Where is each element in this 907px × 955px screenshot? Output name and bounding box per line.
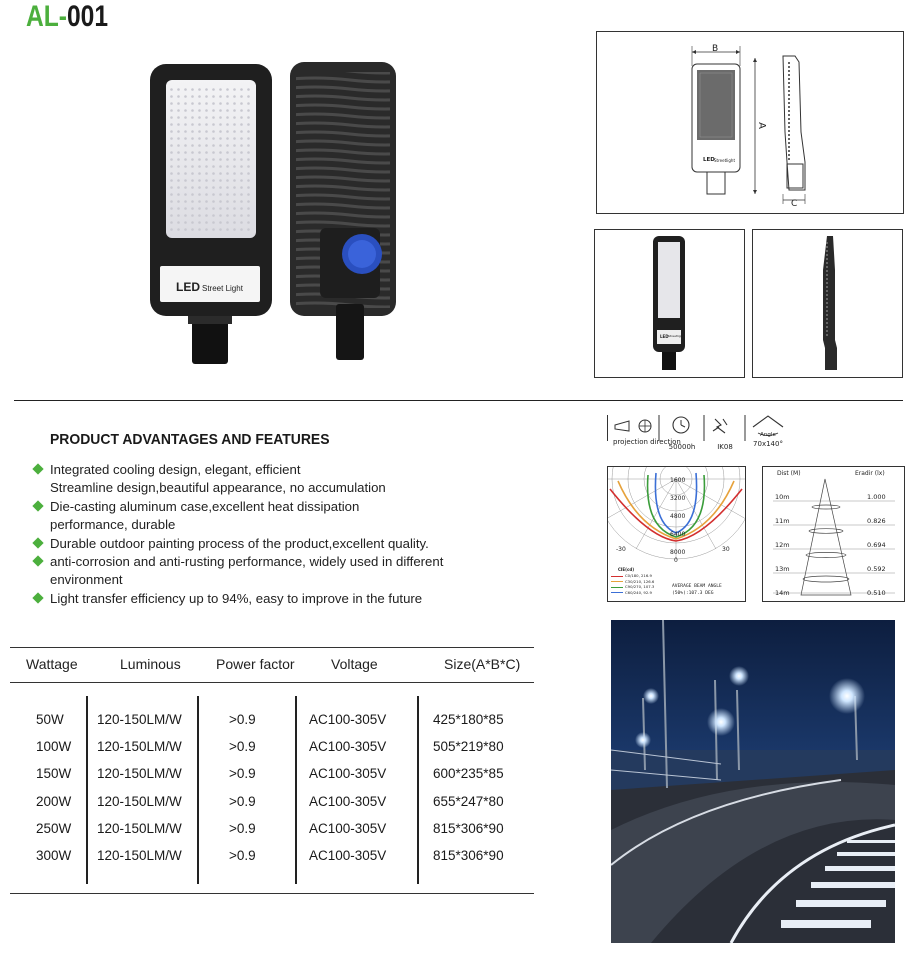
legend-swatch <box>611 587 623 588</box>
table-cell: 120-150LM/W <box>97 820 182 836</box>
thumbnail-side-view <box>752 229 903 378</box>
table-cell: >0.9 <box>229 712 256 727</box>
table-cell: 300W <box>36 848 72 863</box>
table-cell: 600*235*85 <box>433 766 504 782</box>
angle-caption: Angle <box>760 432 776 438</box>
legend-label: C30/210, 126.6 <box>625 578 655 584</box>
dim-badge-led: LED <box>703 157 715 163</box>
polar-legend-item <box>611 579 654 584</box>
table-cell: >0.9 <box>229 793 256 809</box>
light-distribution-polar-chart <box>607 466 746 602</box>
table-bottom-rule <box>10 893 534 894</box>
table-cell: 200W <box>36 793 72 809</box>
front-lamp-view <box>150 64 272 364</box>
table-cell: 120-150LM/W <box>97 739 182 755</box>
table-cell: 505*219*80 <box>433 739 504 755</box>
table-top-rule <box>10 647 534 648</box>
table-cell: AC100-305V <box>309 793 387 809</box>
impact-rating-icon <box>713 419 727 433</box>
feature-item: anti-corrosion and anti-rusting performance, widely used in different environment <box>32 553 472 590</box>
table-cell: 815*306*90 <box>433 848 504 863</box>
col-header-size: Size(A*B*C) <box>444 656 521 672</box>
polar-legend-item <box>611 573 652 578</box>
thumb-badge-text: Streetlight <box>668 334 684 338</box>
beam-dist: 13m <box>775 565 790 573</box>
col-header-power-factor: Power factor <box>216 656 295 672</box>
table-header-rule <box>10 682 534 683</box>
street-night-photo <box>611 620 895 943</box>
col-divider <box>417 696 419 884</box>
ring-label: 4800 <box>670 513 686 520</box>
table-cell: >0.9 <box>229 820 256 836</box>
angle-label-center: 0 <box>674 557 678 564</box>
legend-swatch <box>611 592 623 593</box>
projection-caption: projection direction <box>613 438 681 446</box>
legend-label: C0/180, 216.9 <box>625 573 652 578</box>
beam-lux: 0.510 <box>867 589 886 597</box>
feature-item: Durable outdoor painting process of the product,excellent quality. <box>32 535 472 553</box>
beam-dist: 14m <box>775 589 790 597</box>
legend-label: C90/270, 107.3 <box>625 584 655 589</box>
diamond-bullet-icon <box>32 555 43 566</box>
polar-legend-item <box>611 590 652 595</box>
dim-label-a: A <box>755 122 767 129</box>
section-divider <box>14 400 903 401</box>
hero-badge-text: Street Light <box>202 284 243 293</box>
feature-icons-row <box>607 413 792 457</box>
legend-swatch <box>611 581 623 582</box>
table-cell: 250W <box>36 820 72 836</box>
thumb-badge-led: LED <box>660 334 669 339</box>
title-dash: - <box>58 0 67 33</box>
beam-angle-note-1: AVERAGE BEAM ANGLE <box>672 584 722 589</box>
table-cell: 120-150LM/W <box>97 712 182 727</box>
ring-label: 6400 <box>670 531 686 538</box>
legend-label: C60/240, 92.9 <box>625 589 652 595</box>
ring-label: 1600 <box>670 477 686 484</box>
title-code: 001 <box>67 0 109 33</box>
feature-item: Die-casting aluminum case,excellent heat dissipation performance, durable <box>32 498 472 535</box>
legend-swatch <box>611 576 623 577</box>
impact-caption: IK08 <box>717 443 733 451</box>
table-cell: AC100-305V <box>309 739 387 755</box>
beam-angle-note-2: (50%):107.3 DEG <box>672 591 714 596</box>
diamond-bullet-icon <box>32 592 43 603</box>
table-cell: 150W <box>36 766 72 782</box>
col-divider <box>86 696 88 884</box>
col-header-wattage: Wattage <box>26 656 78 672</box>
feature-item: Integrated cooling design, elegant, efficient Streamline design,beautiful appearance, no accumulation <box>32 461 472 498</box>
angle-label-right: 30 <box>722 546 730 553</box>
beam-dist: 12m <box>775 541 790 549</box>
col-divider <box>295 696 297 884</box>
diamond-bullet-icon <box>32 463 43 474</box>
beam-dist: 10m <box>775 493 790 501</box>
table-cell: 100W <box>36 739 72 755</box>
beam-header-dist: Dist (M) <box>777 470 801 477</box>
table-cell: 120-150LM/W <box>97 766 182 782</box>
thumbnail-front-view <box>594 229 745 378</box>
angle-value: 70x140° <box>753 440 783 448</box>
beam-lux: 0.592 <box>867 565 886 573</box>
projection-direction-icon <box>615 420 651 432</box>
ring-label: 3200 <box>670 495 686 502</box>
hero-badge-led: LED <box>176 280 200 294</box>
dim-label-b: B <box>712 44 719 54</box>
back-lamp-view <box>290 62 396 360</box>
table-cell: AC100-305V <box>309 766 387 782</box>
diamond-bullet-icon <box>32 500 43 511</box>
col-header-voltage: Voltage <box>331 656 378 672</box>
diamond-bullet-icon <box>32 537 43 548</box>
beam-lux: 0.826 <box>867 517 886 525</box>
polar-legend-item <box>611 584 654 589</box>
table-cell: 50W <box>36 712 64 727</box>
table-cell: >0.9 <box>229 848 256 863</box>
table-cell: 655*247*80 <box>433 793 504 809</box>
table-cell: >0.9 <box>229 739 256 755</box>
beam-lux: 0.694 <box>867 541 886 549</box>
lifetime-clock-icon <box>673 417 689 433</box>
feature-item: Light transfer efficiency up to 94%, easy to improve in the future <box>32 590 472 608</box>
title-prefix: AL <box>26 0 59 33</box>
beam-dist: 11m <box>775 517 790 525</box>
illuminance-cone-table <box>762 466 905 602</box>
dimension-drawing <box>596 31 904 214</box>
table-cell: 425*180*85 <box>433 712 504 727</box>
table-cell: AC100-305V <box>309 820 387 836</box>
angle-label-left: -30 <box>616 546 626 553</box>
col-divider <box>197 696 199 884</box>
col-header-luminous: Luminous <box>120 656 181 672</box>
beam-lux: 1.000 <box>867 493 886 501</box>
table-cell: >0.9 <box>229 766 256 782</box>
table-cell: 120-150LM/W <box>97 793 182 809</box>
dim-badge-text: Streetlight <box>714 158 736 163</box>
ring-label: 8000 <box>670 549 686 556</box>
lifetime-caption: 50000h <box>668 443 696 451</box>
beam-header-lux: Eradir (lx) <box>855 470 885 477</box>
features-title: PRODUCT ADVANTAGES AND FEATURES <box>50 431 330 448</box>
table-cell: 815*306*90 <box>433 820 504 836</box>
legend-title: CIE(cd) <box>618 567 635 572</box>
table-cell: AC100-305V <box>309 712 387 727</box>
dim-label-c: C <box>791 199 798 209</box>
table-cell: 120-150LM/W <box>97 848 182 863</box>
street-light-product-image <box>140 58 410 368</box>
product-title <box>26 0 108 34</box>
features-list <box>32 461 472 608</box>
table-cell: AC100-305V <box>309 848 387 863</box>
